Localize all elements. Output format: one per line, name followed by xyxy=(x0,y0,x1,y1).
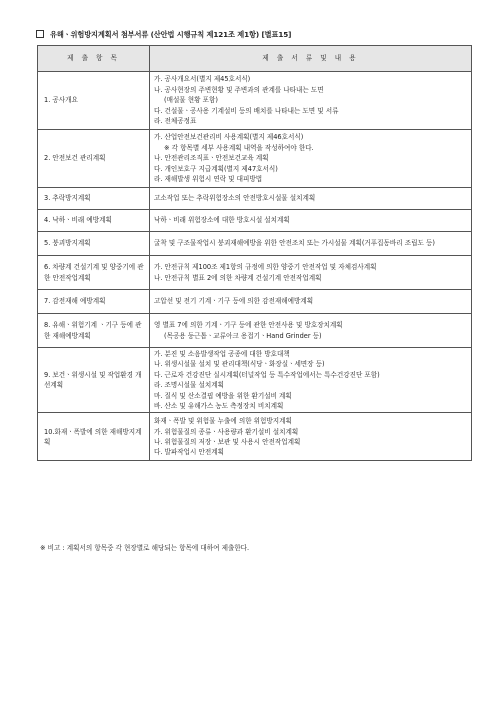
doc-line: 라. 재해발생 위험시 연락 및 대피방법 xyxy=(154,175,263,184)
doc-line: 라. 조명시설물 설치계획 xyxy=(154,381,224,390)
table-header-row xyxy=(38,46,472,72)
doc-line: 가. 산업안전보건관리비 사용계획(별지 제46호서식) xyxy=(154,133,304,142)
doc-line: 나. 안전관리조직표ㆍ안전보건교육 계획 xyxy=(154,154,269,163)
doc-line: 나. 안전규칙 별표 2에 의한 차량계 건설기계 안전작업계획 xyxy=(154,273,322,282)
doc-line: 라. 전체공정표 xyxy=(154,117,197,126)
row-docs xyxy=(150,348,472,413)
doc-line: 가. 안전규칙 제100조 제1항의 규정에 의한 양중기 안전작업 및 자체검사계획 xyxy=(154,263,377,272)
row-docs xyxy=(150,314,472,348)
table-row xyxy=(38,348,472,413)
row-item: 2. 안전보건 관리계획 xyxy=(38,130,150,188)
row-item: 10.화재ㆍ폭발에 의한 재해방지계획 xyxy=(38,413,150,461)
table-row xyxy=(38,314,472,348)
row-item: 6. 차량계 건설기계 및 양중기에 관한 안전작업계획 xyxy=(38,256,150,290)
doc-line: 고소작업 또는 추락위험장소의 안전방호시설물 설치계획 xyxy=(154,194,316,203)
table-row xyxy=(38,72,472,130)
doc-line: 고압선 및 전기 기계ㆍ기구 등에 의한 감전재해예방계획 xyxy=(154,297,314,306)
row-item: 9. 보건ㆍ위생시설 및 작업환경 개선계획 xyxy=(38,348,150,413)
doc-line: 가. 위험물질의 종류ㆍ사용량과 환기설비 설치계획 xyxy=(154,427,299,436)
doc-line: (매설물 현황 포함) xyxy=(164,96,218,105)
doc-line: (목공용 둥근톱ㆍ교류아크 용접기ㆍHand Grinder 등) xyxy=(164,331,322,340)
row-item: 5. 붕괴방지계획 xyxy=(38,232,150,256)
checkbox-square-icon xyxy=(36,30,44,38)
row-docs xyxy=(150,130,472,188)
row-docs xyxy=(150,188,472,210)
table-row xyxy=(38,413,472,461)
doc-line: 다. 건설물ㆍ공사용 기계설비 등의 배치를 나타내는 도면 및 서류 xyxy=(154,106,339,115)
doc-line: 다. 발파작업시 안전계획 xyxy=(154,448,224,457)
table-row xyxy=(38,210,472,232)
table-row xyxy=(38,188,472,210)
doc-line: 다. 개인보호구 지급계획(별지 제47호서식) xyxy=(154,164,278,173)
header-docs: 제 출 서 류 및 내 용 xyxy=(150,46,472,72)
doc-line: 다. 근로자 건강진단 실시계획(터널작업 등 특수작업에서는 특수건강진단 포함) xyxy=(154,370,380,379)
doc-line: 나. 위생시설물 설치 및 관리대책(식당ㆍ화장실ㆍ세면장 등) xyxy=(154,360,325,369)
table-row xyxy=(38,232,472,256)
doc-line: 나. 위험물질의 저장ㆍ보관 및 사용시 안전작업계획 xyxy=(154,437,301,446)
row-docs xyxy=(150,413,472,461)
doc-line: 마. 질식 및 산소결핍 예방을 위한 환기설비 계획 xyxy=(154,391,292,400)
row-item: 1. 공사개요 xyxy=(38,72,150,130)
row-item: 8. 유해ㆍ위험기계 ㆍ기구 등에 관한 재해예방계획 xyxy=(38,314,150,348)
footnote: ※ 비고 : 계획서의 항목중 각 현장별로 해당되는 항목에 대하여 제출한다. xyxy=(40,544,250,552)
row-docs xyxy=(150,232,472,256)
row-docs xyxy=(150,256,472,290)
doc-line: 화재ㆍ폭발 및 위험물 누출에 의한 위험방지계획 xyxy=(154,417,292,426)
row-item: 4. 낙하ㆍ비래 예방계획 xyxy=(38,210,150,232)
title-text: 유해ㆍ위험방지계획서 첨부서류 (산안법 시행규칙 제121조 제1항) [별표15] xyxy=(50,30,292,39)
doc-line: 가. 공사개요서(별지 제45호서식) xyxy=(154,75,251,84)
table-row xyxy=(38,130,472,188)
doc-line: 영 별표 7에 의한 기계ㆍ기구 등에 관한 안전사용 및 방호장치계획 xyxy=(154,321,343,330)
doc-line: 바. 산소 및 유해가스 농도 측정장치 비치계획 xyxy=(154,402,284,411)
doc-line: 가. 분진 및 소음발생작업 공종에 대한 방호대책 xyxy=(154,350,290,358)
row-docs xyxy=(150,290,472,314)
doc-line: 굴착 및 구조물작업시 붕괴재해예방을 위한 안전조치 또는 가시설물 계획(거푸집동바리 조립도 등) xyxy=(154,239,435,248)
row-item: 3. 추락방지계획 xyxy=(38,188,150,210)
row-docs xyxy=(150,210,472,232)
table-row xyxy=(38,256,472,290)
attachment-table xyxy=(37,45,472,461)
row-docs xyxy=(150,72,472,130)
table-row xyxy=(38,290,472,314)
doc-line: 낙하ㆍ비래 위험장소에 대한 방호시설 설치계획 xyxy=(154,216,290,225)
document-title xyxy=(36,30,476,40)
row-item: 7. 감전재해 예방계획 xyxy=(38,290,150,314)
doc-line: ※ 각 항목별 세부 사용계획 내역을 작성하여야 한다. xyxy=(164,143,314,152)
header-item: 제 출 항 목 xyxy=(38,46,150,72)
doc-line: 나. 공사현장의 주변현황 및 주변과의 관계를 나타내는 도면 xyxy=(154,85,324,94)
